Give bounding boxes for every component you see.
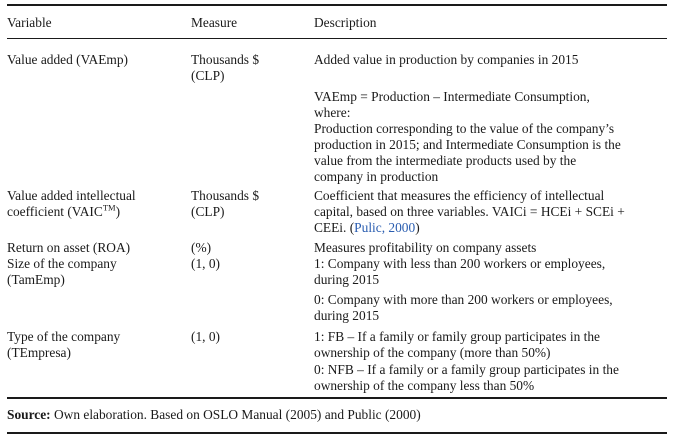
- trademark-superscript: TM: [102, 202, 116, 213]
- row-2-description-close: ): [415, 220, 420, 235]
- row-2-measure-line-2: (CLP): [191, 204, 225, 219]
- row-4-description-line-3: 0: Company with more than 200 workers or employees,: [314, 292, 613, 307]
- row-2-variable-close: ): [115, 204, 121, 219]
- citation-link[interactable]: Pulic, 2000: [354, 220, 416, 235]
- row-5-description-line-4: ownership of the company less than 50%: [314, 378, 535, 393]
- row-4-variable-line-2: (TamEmp): [7, 272, 65, 287]
- row-5-description-line-3: 0: NFB – If a family or a family group participates in the: [314, 362, 619, 377]
- row-3-variable: Return on asset (ROA): [7, 240, 131, 255]
- row-3-measure: (%): [191, 240, 212, 255]
- row-5-measure: (1, 0): [191, 329, 221, 344]
- row-1-description-line-3: where:: [314, 105, 351, 120]
- row-3-description: Measures profitability on company assets: [314, 240, 537, 255]
- row-1-description-line-7: company in production: [314, 169, 439, 184]
- row-1-measure-line-1: Thousands $: [191, 52, 260, 67]
- row-2-description-line-3: [314, 220, 420, 236]
- header-measure: Measure: [191, 15, 238, 30]
- row-5-description-line-2: ownership of the company (more than 50%): [314, 345, 551, 360]
- table-bottom-rule: [7, 397, 667, 399]
- table-top-rule: [7, 4, 667, 6]
- row-2-description-line-2: capital, based on three variables. VAICi = HCEi + SCEi +: [314, 204, 625, 219]
- row-5-variable-line-2: (TEmpresa): [7, 345, 71, 360]
- row-1-description-line-1: Added value in production by companies in 2015: [314, 52, 579, 67]
- row-4-description-line-1: 1: Company with less than 200 workers or employees,: [314, 256, 606, 271]
- row-1-description-line-6: value from the intermediate products used by the: [314, 153, 577, 168]
- row-5-variable-line-1: Type of the company: [7, 329, 121, 344]
- table-header-rule: [7, 38, 667, 39]
- row-4-variable-line-1: Size of the company: [7, 256, 117, 271]
- header-description: Description: [314, 15, 377, 30]
- row-4-description-line-4: during 2015: [314, 308, 380, 323]
- row-1-description-line-4: Production corresponding to the value of the company’s: [314, 121, 615, 136]
- row-1-measure-line-2: (CLP): [191, 68, 225, 83]
- row-2-variable-line-1: Value added intellectual: [7, 188, 136, 203]
- header-variable: Variable: [7, 15, 52, 30]
- table-source-note: [7, 407, 421, 423]
- row-1-description-line-5: production in 2015; and Intermediate Consumption is the: [314, 137, 621, 152]
- source-text: Own elaboration. Based on OSLO Manual (2005) and Public (2000): [50, 407, 421, 422]
- row-4-measure: (1, 0): [191, 256, 221, 271]
- row-1-description-line-2: VAEmp = Production – Intermediate Consumption,: [314, 89, 590, 104]
- row-1-variable: Value added (VAEmp): [7, 52, 128, 67]
- table-end-rule: [7, 432, 667, 434]
- row-5-description-line-1: 1: FB – If a family or family group participates in the: [314, 329, 600, 344]
- row-2-description-line-1: Coefficient that measures the efficiency of intellectual: [314, 188, 605, 203]
- row-2-variable-line-2: [7, 204, 120, 220]
- row-2-description-text: CEEi. (: [314, 220, 355, 235]
- row-2-variable-text: coefficient (VAIC: [7, 204, 103, 219]
- source-label: Source:: [7, 407, 51, 422]
- row-2-measure-line-1: Thousands $: [191, 188, 260, 203]
- row-4-description-line-2: during 2015: [314, 272, 380, 287]
